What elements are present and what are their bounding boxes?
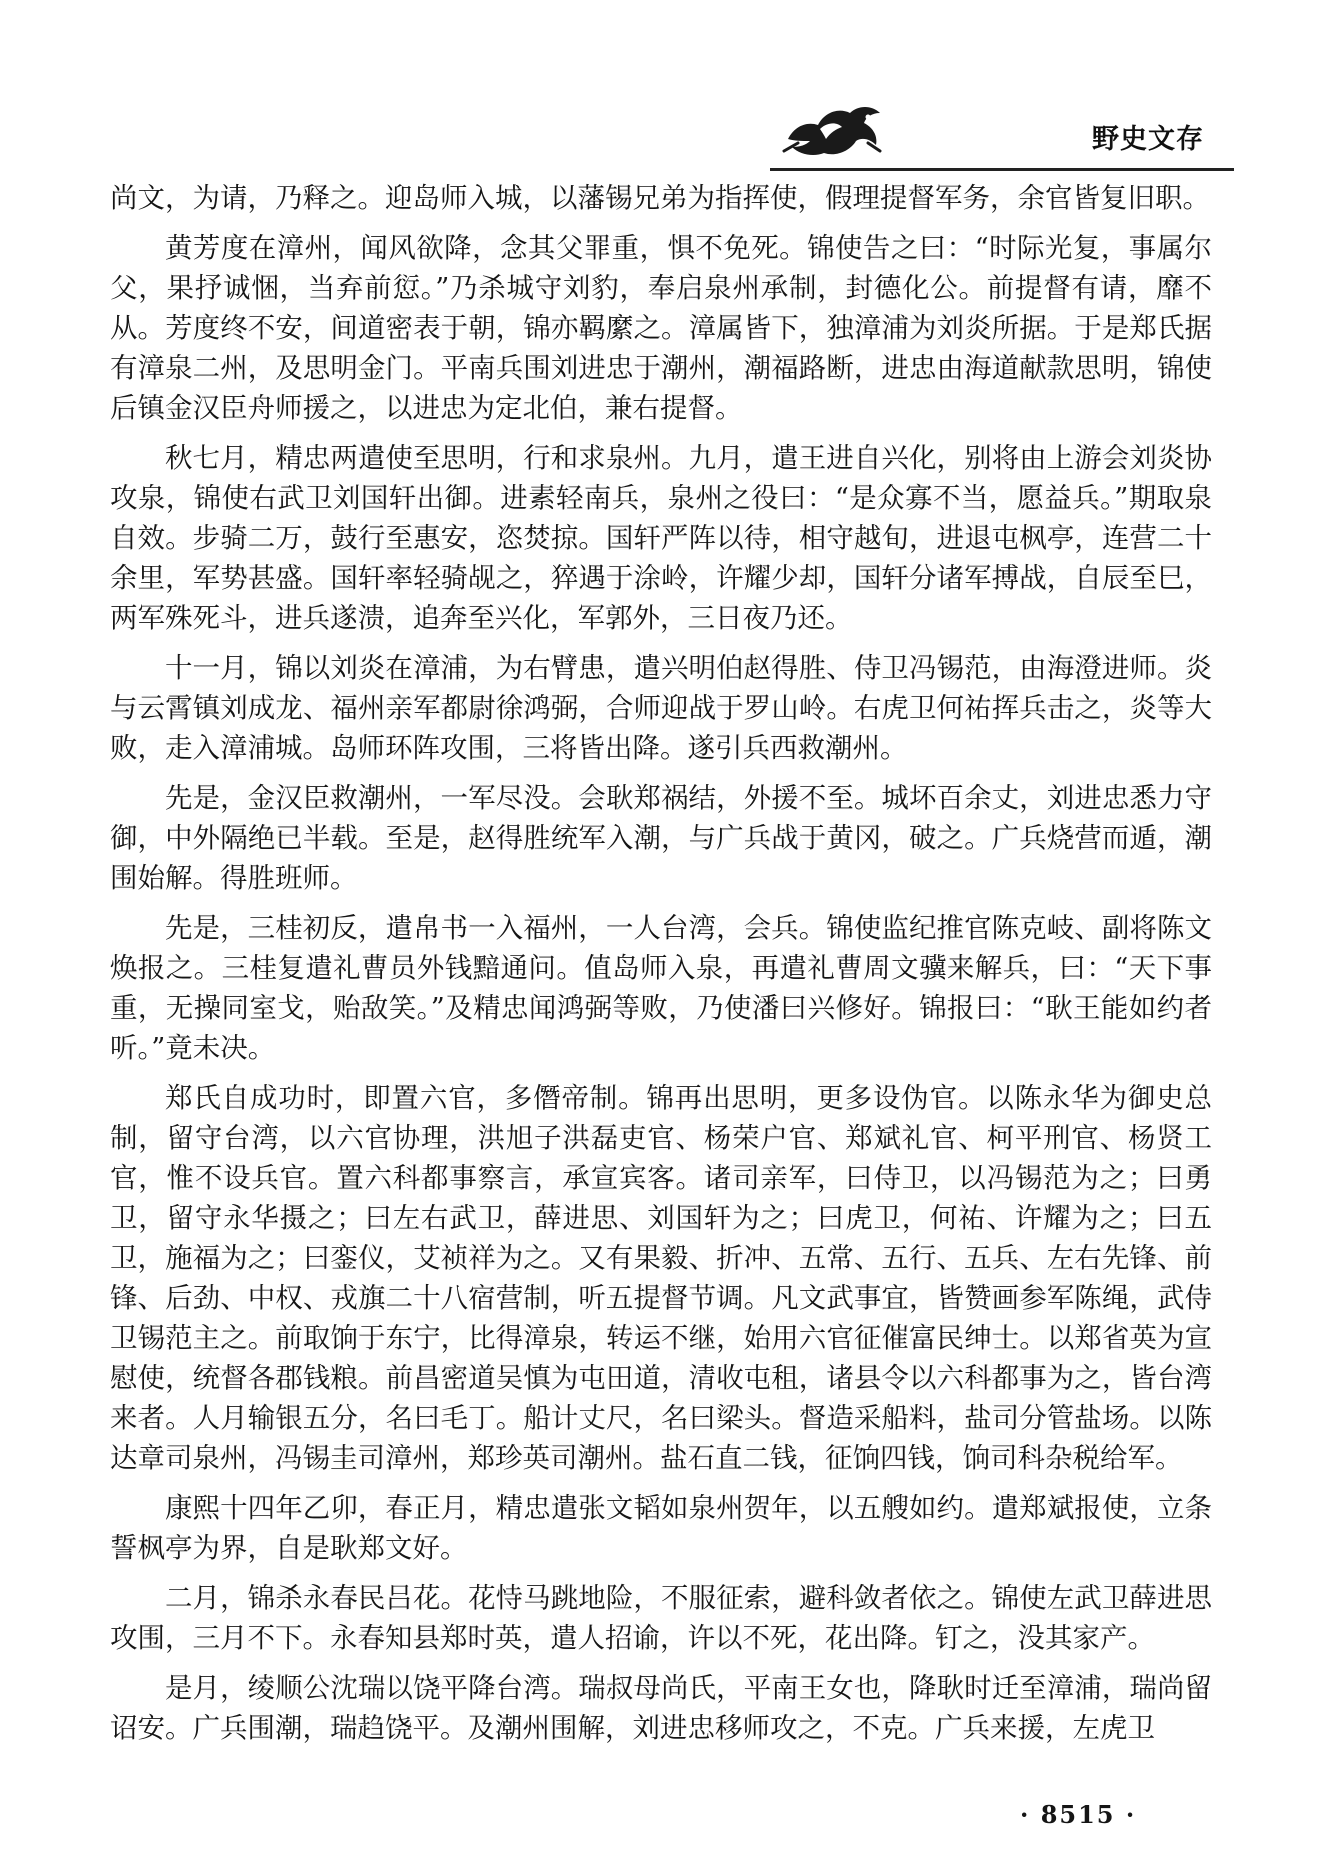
paragraph: 先是，三桂初反，遣帛书一入福州，一人台湾，会兵。锦使监纪推官陈克岐、副将陈文焕报之。三桂复遣礼曹员外钱黯通问。值岛师入泉，再遣礼曹周文骥来解兵，曰：“天下事重，无操同室戈，贻敌笑。”及精忠闻鸿弼等败，乃使潘曰兴修好。锦报曰：“耿王能如约者听。”竟未决。 [110,912,1212,1064]
page-number: · 8515 · [1020,1800,1137,1829]
paragraph: 尚文，为请，乃释之。迎岛师入城，以藩锡兄弟为指挥使，假理提督军务，余官皆复旧职。 [110,182,1210,214]
body-text [110,178,1212,1758]
paragraph: 黄芳度在漳州，闻风欲降，念其父罪重，惧不免死。锦使告之曰：“时际光复，事属尔父，果抒诚悃，当弃前愆。”乃杀城守刘豹，奉启泉州承制，封德化公。前提督有请，靡不从。芳度终不安，间道密表于朝，锦亦羁縻之。漳属皆下，独漳浦为刘炎所据。于是郑氏据有漳泉二州，及思明金门。平南兵围刘进忠于潮州，潮福路断，进忠由海道献款思明，锦使后镇金汉臣舟师援之，以进忠为定北伯，兼右提督。 [110,232,1212,424]
paragraph: 二月，锦杀永春民吕花。花恃马跳地险，不服征索，避科敛者依之。锦使左武卫薛进思攻围，三月不下。永春知县郑时英，遣人招谕，许以不死，花出降。钉之，没其家产。 [110,1582,1212,1654]
paragraph: 先是，金汉臣救潮州，一军尽没。会耿郑祸结，外援不至。城坏百余丈，刘进忠悉力守御，中外隔绝已半载。至是，赵得胜统军入潮，与广兵战于黄冈，破之。广兵烧营而遁，潮围始解。得胜班师。 [110,782,1212,894]
paragraph: 郑氏自成功时，即置六官，多僭帝制。锦再出思明，更多设伪官。以陈永华为御史总制，留守台湾，以六官协理，洪旭子洪磊吏官、杨荣户官、郑斌礼官、柯平刑官、杨贤工官，惟不设兵官。置六科都事察言，承宣宾客。诸司亲军，曰侍卫，以冯锡范为之；曰勇卫，留守永华摄之；曰左右武卫，薛进思、刘国轩为之；曰虎卫，何祐、许耀为之；曰五卫，施福为之；曰銮仪，艾祯祥为之。又有果毅、折冲、五常、五行、五兵、左右先锋、前锋、后劲、中权、戎旗二十八宿营制，听五提督节调。凡文武事宜，皆赞画参军陈绳，武侍卫锡范主之。前取饷于东宁，比得漳泉，转运不继，始用六官征催富民绅士。以郑省英为宣慰使，统督各郡钱粮。前昌密道吴慎为屯田道，清收屯租，诸县令以六科都事为之，皆台湾来者。人月输银五分，名曰毛丁。船计丈尺，名曰梁头。督造采船料，盐司分管盐场。以陈达章司泉州，冯锡圭司漳州，郑珍英司潮州。盐石直二钱，征饷四钱，饷司科杂税给军。 [110,1082,1212,1474]
running-header [760,95,1230,165]
dragon-emblem-icon [780,99,890,161]
header-rule [770,168,1234,171]
paragraph: 秋七月，精忠两遣使至思明，行和求泉州。九月，遣王进自兴化，别将由上游会刘炎协攻泉，锦使右武卫刘国轩出御。进素轻南兵，泉州之役曰：“是众寡不当，愿益兵。”期取泉自效。步骑二万，鼓行至惠安，恣焚掠。国轩严阵以待，相守越旬，进退屯枫亭，连营二十余里，军势甚盛。国轩率轻骑觇之，猝遇于涂岭，许耀少却，国轩分诸军搏战，自辰至巳，两军殊死斗，进兵遂溃，追奔至兴化，军郭外，三日夜乃还。 [110,442,1212,634]
paragraph: 是月，绫顺公沈瑞以饶平降台湾。瑞叔母尚氏，平南王女也，降耿时迁至漳浦，瑞尚留诏安。广兵围潮，瑞趋饶平。及潮州围解，刘进忠移师攻之，不克。广兵来援，左虎卫 [110,1672,1212,1744]
book-title: 野史文存 [1092,124,1204,155]
paragraph: 康熙十四年乙卯，春正月，精忠遣张文韬如泉州贺年，以五艘如约。遣郑斌报使，立条誓枫亭为界，自是耿郑文好。 [110,1492,1212,1564]
paragraph: 十一月，锦以刘炎在漳浦，为右臂患，遣兴明伯赵得胜、侍卫冯锡范，由海澄进师。炎与云霄镇刘成龙、福州亲军都尉徐鸿弼，合师迎战于罗山岭。右虎卫何祐挥兵击之，炎等大败，走入漳浦城。岛师环阵攻围，三将皆出降。遂引兵西救潮州。 [110,652,1212,764]
